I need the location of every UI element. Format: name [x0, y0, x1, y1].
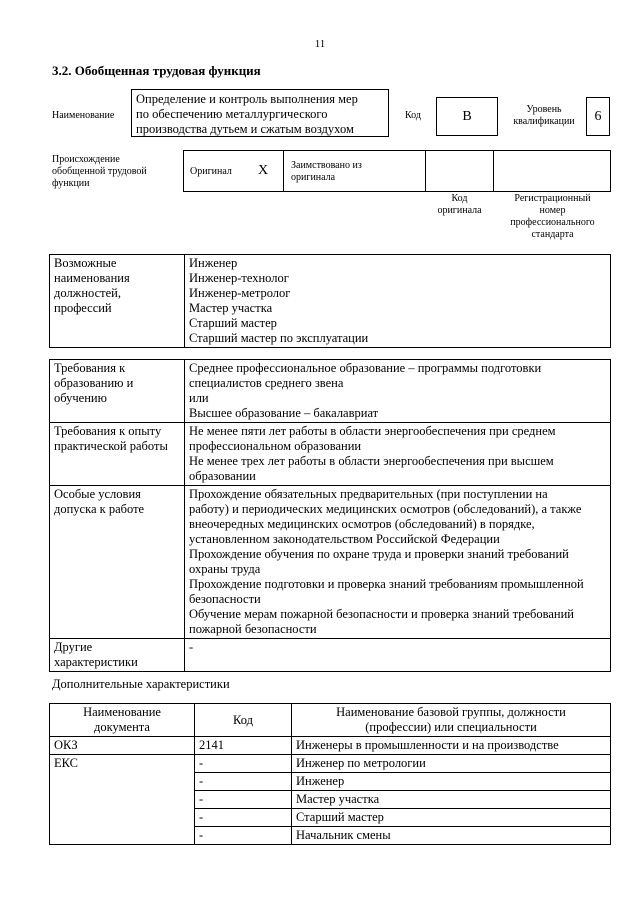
- requirement-line: или: [189, 391, 209, 405]
- eks-code: -: [195, 755, 292, 773]
- requirement-line: пожарной безопасности: [189, 622, 317, 636]
- borrowed-label-line: оригинала: [291, 172, 336, 183]
- position-item: Старший мастер: [189, 316, 277, 330]
- positions-table: [49, 254, 611, 348]
- requirement-label-line: образованию и: [54, 376, 134, 390]
- table-row: [50, 737, 611, 755]
- requirement-label: [50, 639, 185, 672]
- requirement-line: Не менее трех лет работы в области энергообеспечения при высшем: [189, 454, 554, 468]
- reg-number-label-line: Регистрационный: [514, 193, 591, 204]
- requirement-label: [50, 486, 185, 639]
- requirement-value: [185, 360, 611, 423]
- divider: [425, 150, 426, 192]
- level-label: [504, 104, 584, 128]
- eks-name: Инженер: [292, 773, 611, 791]
- name-value-line: Определение и контроль выполнения мер: [136, 92, 358, 106]
- positions-list: [185, 255, 611, 348]
- requirement-line: установленном законодательством Российской Федерации: [189, 532, 500, 546]
- eks-code: -: [195, 809, 292, 827]
- requirement-line: безопасности: [189, 592, 261, 606]
- eks-name: Инженер по метрологии: [292, 755, 611, 773]
- requirement-line: Прохождение обучения по охране труда и проверки знаний требований: [189, 547, 569, 561]
- requirement-label-line: характеристики: [54, 655, 138, 669]
- requirement-label-line: Требования к опыту: [54, 424, 162, 438]
- positions-label: [50, 255, 185, 348]
- position-item: Мастер участка: [189, 301, 273, 315]
- reg-number-label-line: стандарта: [531, 229, 574, 240]
- positions-label-line: должностей,: [54, 286, 121, 300]
- table-row: [50, 639, 611, 672]
- requirement-line: внеочередных медицинских осмотров (обследований) в порядке,: [189, 517, 535, 531]
- header-doc-line: документа: [94, 720, 150, 734]
- header-doc: [50, 704, 195, 737]
- eks-name: Мастер участка: [292, 791, 611, 809]
- divider: [283, 150, 284, 192]
- okz-code: 2141: [195, 737, 292, 755]
- eks-code: -: [195, 773, 292, 791]
- borrowed-label-line: Заимствовано из: [291, 160, 362, 171]
- reg-number-label-line: номер: [539, 205, 566, 216]
- position-item: Старший мастер по эксплуатации: [189, 331, 369, 345]
- origin-label-line: функции: [52, 178, 90, 189]
- level-label-line: Уровень: [526, 104, 562, 115]
- requirement-line: Высшее образование – бакалавриат: [189, 406, 379, 420]
- header-name: [292, 704, 611, 737]
- origin-label-line: обобщенной трудовой: [52, 166, 147, 177]
- requirement-line: -: [189, 640, 194, 654]
- code-label: Код: [405, 110, 421, 121]
- additional-table: [49, 703, 611, 845]
- requirement-line: Среднее профессиональное образование – программы подготовки: [189, 361, 542, 375]
- table-row: [50, 360, 611, 423]
- header-name-line: Наименование базовой группы, должности: [336, 705, 566, 719]
- origin-code-label-line: оригинала: [437, 205, 482, 216]
- header-name-line: (профессии) или специальности: [365, 720, 537, 734]
- header-code: [195, 704, 292, 737]
- table-row: [50, 423, 611, 486]
- eks-name: Начальник смены: [292, 827, 611, 845]
- requirement-line: специалистов среднего звена: [189, 376, 344, 390]
- requirement-line: образовании: [189, 469, 256, 483]
- eks-name: Старший мастер: [292, 809, 611, 827]
- name-value-line: по обеспечению металлургического: [136, 107, 328, 121]
- requirement-label-line: Другие: [54, 640, 93, 654]
- position-item: Инженер: [189, 256, 238, 270]
- eks-code: -: [195, 791, 292, 809]
- requirement-label-line: обучению: [54, 391, 107, 405]
- origin-label-line: Происхождение: [52, 154, 120, 165]
- requirement-line: охраны труда: [189, 562, 261, 576]
- divider: [493, 150, 494, 192]
- borrowed-label: [291, 160, 362, 184]
- header-code-line: Код: [233, 712, 253, 727]
- requirement-line: Прохождение обязательных предварительных (при поступлении на: [189, 487, 548, 501]
- page-number: 11: [314, 38, 326, 50]
- requirement-label-line: Требования к: [54, 361, 126, 375]
- positions-label-line: профессий: [54, 301, 112, 315]
- additional-title: Дополнительные характеристики: [52, 677, 230, 691]
- level-label-line: квалификации: [513, 116, 575, 127]
- origin-code-label-line: Код: [451, 193, 468, 204]
- requirement-label-line: Особые условия: [54, 487, 141, 501]
- positions-label-line: наименования: [54, 271, 130, 285]
- eks-code: -: [195, 827, 292, 845]
- header-doc-line: Наименование: [83, 705, 161, 719]
- name-label: Наименование: [52, 110, 115, 121]
- origin-code-label: [426, 193, 493, 217]
- code-value: B: [436, 97, 498, 136]
- name-value-line: производства дутьем и сжатым воздухом: [136, 122, 354, 136]
- eks-doc: ЕКС: [50, 755, 195, 845]
- level-value: 6: [586, 97, 610, 136]
- requirement-line: Прохождение подготовки и проверка знаний требованиям промышленной: [189, 577, 584, 591]
- requirement-value: [185, 486, 611, 639]
- okz-name: Инженеры в промышленности и на производстве: [292, 737, 611, 755]
- positions-label-line: Возможные: [54, 256, 117, 270]
- requirement-line: Обучение мерам пожарной безопасности и проверка знаний требований: [189, 607, 574, 621]
- table-header-row: [50, 704, 611, 737]
- requirements-table: [49, 359, 611, 672]
- requirement-line: работу) и периодических медицинских осмотров (обследований), а также: [189, 502, 582, 516]
- origin-box: [183, 150, 611, 192]
- table-row: [50, 486, 611, 639]
- original-label: Оригинал: [190, 166, 232, 177]
- reg-number-label: [494, 193, 611, 241]
- requirement-line: профессиональном образовании: [189, 439, 362, 453]
- position-item: Инженер-технолог: [189, 271, 289, 285]
- okz-doc: ОКЗ: [50, 737, 195, 755]
- requirement-value: [185, 639, 611, 672]
- position-item: Инженер-метролог: [189, 286, 291, 300]
- requirement-label-line: практической работы: [54, 439, 168, 453]
- requirement-label-line: допуска к работе: [54, 502, 145, 516]
- name-value-box: [131, 89, 389, 137]
- reg-number-label-line: профессионального: [510, 217, 595, 228]
- requirement-label: [50, 360, 185, 423]
- requirement-label: [50, 423, 185, 486]
- requirement-value: [185, 423, 611, 486]
- original-mark: X: [258, 163, 269, 178]
- section-title: 3.2. Обобщенная трудовая функция: [52, 63, 261, 78]
- table-row: [50, 755, 611, 773]
- origin-label: [52, 154, 147, 190]
- requirement-line: Не менее пяти лет работы в области энергообеспечения при среднем: [189, 424, 556, 438]
